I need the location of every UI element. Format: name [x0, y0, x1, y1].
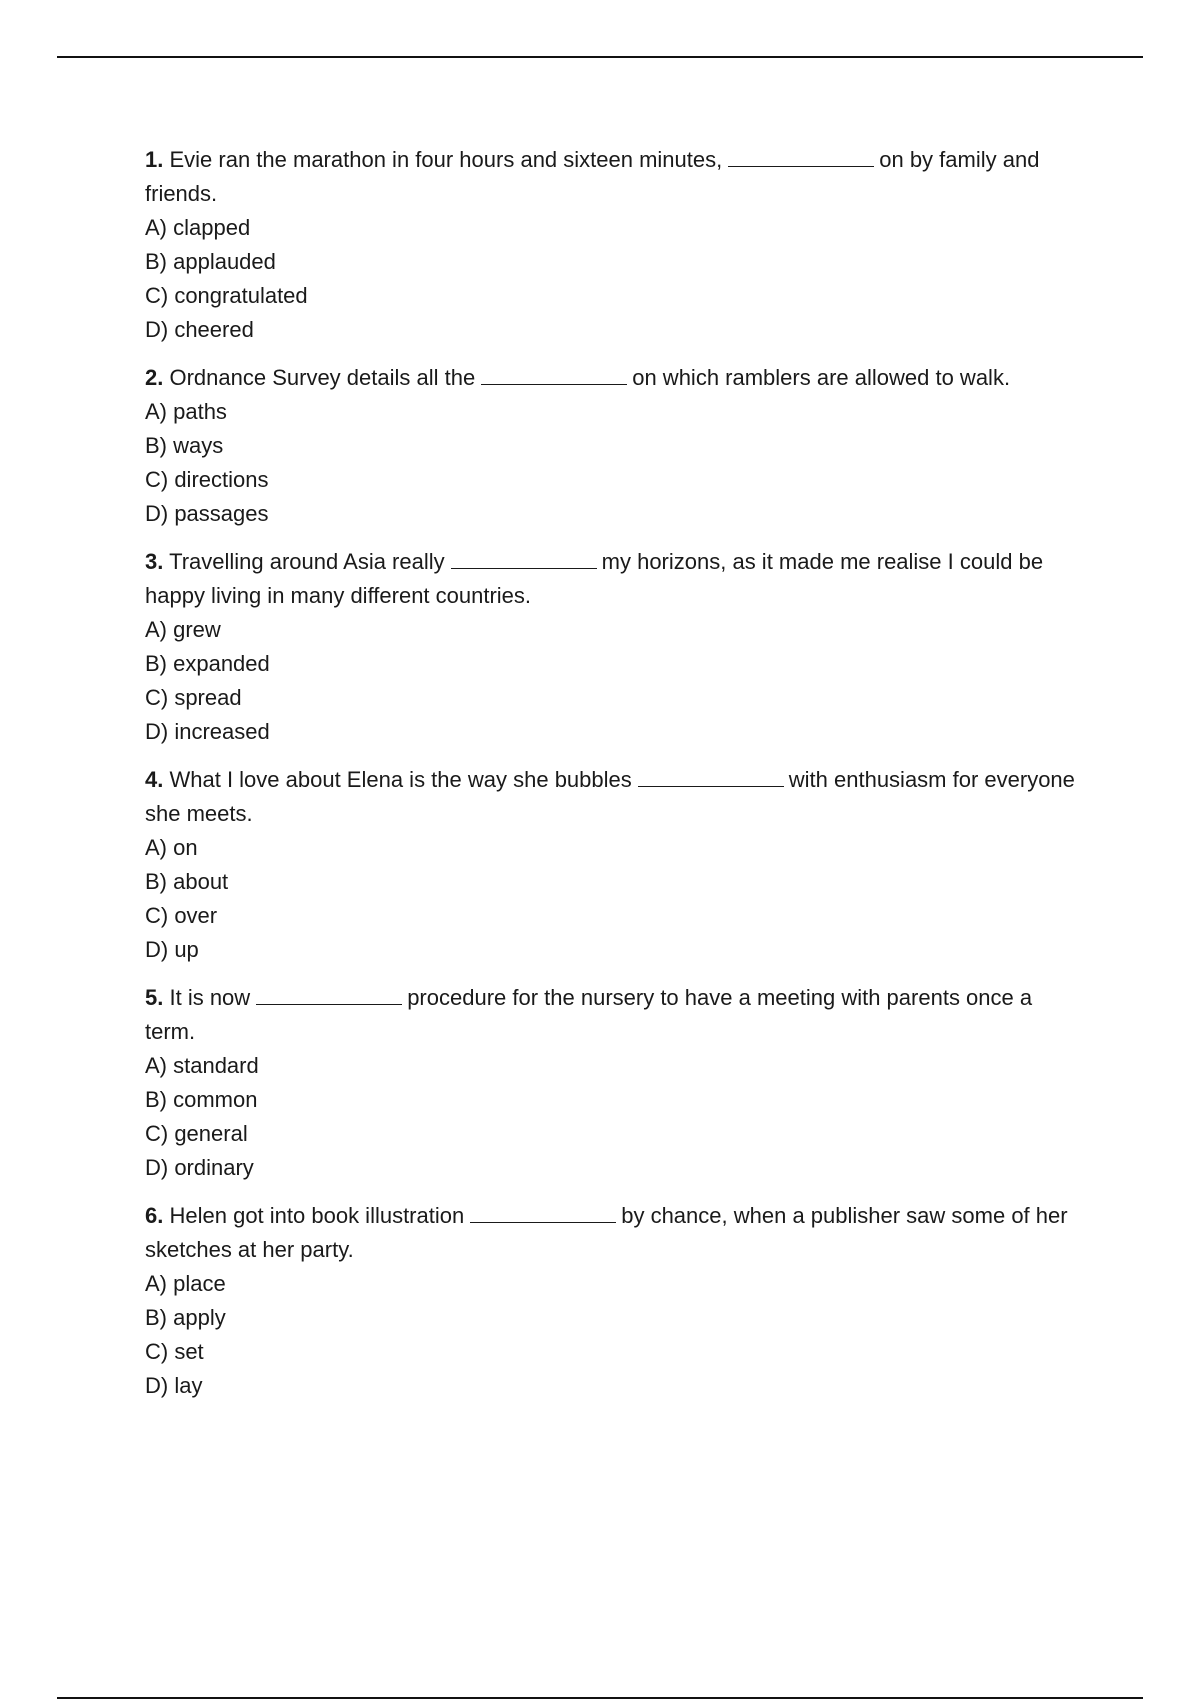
option-a: A) clapped [145, 215, 251, 240]
option-d: D) lay [145, 1373, 203, 1398]
stem-before-blank: Evie ran the marathon in four hours and sixteen minutes, [169, 147, 723, 172]
question-number: 3. [145, 549, 164, 574]
stem-before-blank: What I love about Elena is the way she bubbles [169, 767, 632, 792]
option-d: D) increased [145, 719, 270, 744]
option-a: A) grew [145, 617, 221, 642]
option-b: B) ways [145, 433, 224, 458]
option-c: C) congratulated [145, 283, 308, 308]
option-d: D) ordinary [145, 1155, 254, 1180]
question-stem [145, 1199, 1085, 1267]
question-stem [145, 545, 1085, 613]
question-number: 2. [145, 365, 164, 390]
bottom-rule [57, 1697, 1143, 1699]
option-b: B) expanded [145, 651, 270, 676]
option-b: B) common [145, 1087, 258, 1112]
answer-blank [256, 984, 402, 1005]
answer-blank [728, 146, 874, 167]
question-5 [145, 981, 1085, 1185]
option-d: D) passages [145, 501, 269, 526]
option-b: B) applauded [145, 249, 276, 274]
option-c: C) directions [145, 467, 269, 492]
option-a: A) on [145, 835, 198, 860]
question-stem [145, 763, 1085, 831]
option-d: D) up [145, 937, 199, 962]
option-a: A) place [145, 1271, 226, 1296]
question-6 [145, 1199, 1085, 1403]
question-stem [145, 361, 1085, 395]
stem-before-blank: It is now [169, 985, 251, 1010]
question-3 [145, 545, 1085, 749]
stem-after-blank: by chance, when a publisher saw some of her sketches at her party. [145, 1203, 1068, 1262]
answer-blank [638, 766, 784, 787]
stem-after-blank: procedure for the nursery to have a meeting with parents once a term. [145, 985, 1033, 1044]
answer-blank [470, 1202, 616, 1223]
option-b: B) about [145, 869, 229, 894]
question-list [145, 143, 1085, 1417]
stem-after-blank: with enthusiasm for everyone she meets. [145, 767, 1075, 826]
question-number: 6. [145, 1203, 164, 1228]
question-number: 5. [145, 985, 164, 1010]
question-stem [145, 981, 1085, 1049]
question-number: 1. [145, 147, 164, 172]
option-a: A) standard [145, 1053, 259, 1078]
option-c: C) spread [145, 685, 242, 710]
stem-after-blank: on which ramblers are allowed to walk. [632, 365, 1011, 390]
option-c: C) over [145, 903, 218, 928]
stem-before-blank: Ordnance Survey details all the [169, 365, 476, 390]
question-1 [145, 143, 1085, 347]
top-rule [57, 56, 1143, 58]
question-stem [145, 143, 1085, 211]
option-c: C) set [145, 1339, 204, 1364]
option-c: C) general [145, 1121, 248, 1146]
option-b: B) apply [145, 1305, 226, 1330]
stem-after-blank: on by family and friends. [145, 147, 1040, 206]
answer-blank [481, 364, 627, 385]
stem-after-blank: my horizons, as it made me realise I could be happy living in many different countries. [145, 549, 1044, 608]
option-d: D) cheered [145, 317, 254, 342]
stem-before-blank: Helen got into book illustration [169, 1203, 465, 1228]
question-2 [145, 361, 1085, 531]
stem-before-blank: Travelling around Asia really [169, 549, 445, 574]
question-4 [145, 763, 1085, 967]
option-a: A) paths [145, 399, 227, 424]
answer-blank [451, 548, 597, 569]
question-number: 4. [145, 767, 164, 792]
